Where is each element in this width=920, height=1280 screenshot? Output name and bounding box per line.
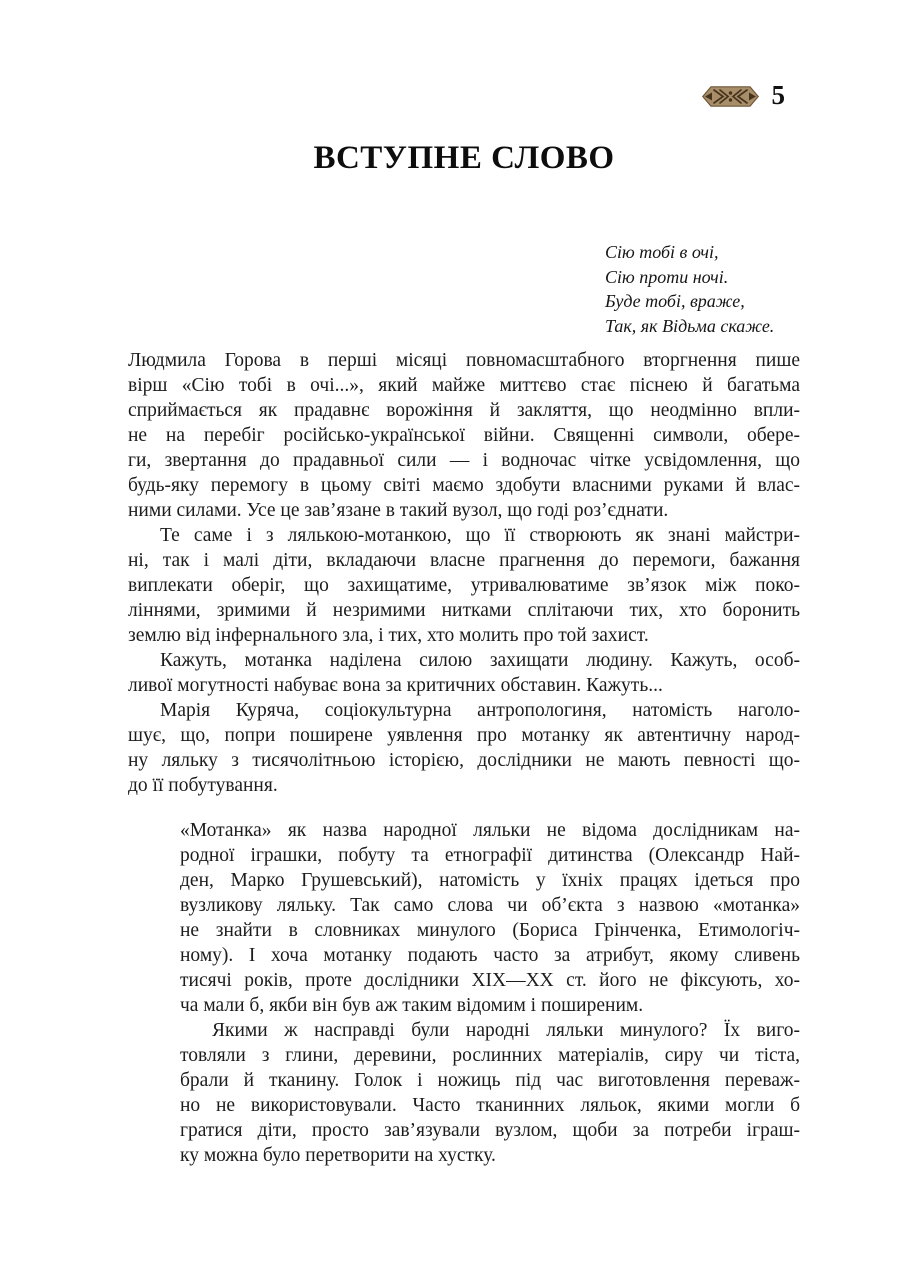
text-line: ги, звертання до прадавньої сили — і водночас чітке усвідомлення, що — [128, 450, 800, 471]
epigraph-line: Так, як Відьма скаже. — [605, 315, 775, 336]
text-line: «Мотанка» як назва народної ляльки не відома дослідникам на- — [180, 820, 800, 841]
text-line: Те саме і з лялькою-мотанкою, що її створюють як знані майстри- — [160, 525, 800, 546]
text-line: сприймається як прадавнє ворожіння й закляття, що неодмінно впли- — [128, 400, 800, 421]
text-line: брали й тканину. Голок і ножиць під час виготовлення переваж- — [180, 1070, 800, 1091]
text-line: Якими ж насправді були народні ляльки минулого? Їх виго- — [212, 1020, 800, 1041]
text-line: гратися діти, просто зав’язували вузлом, щоби за потреби іграш- — [180, 1120, 800, 1141]
text-line: виплекати оберіг, що захищатиме, утривалюватиме зв’язок між поко- — [128, 575, 800, 596]
text-line: ному). І хоча мотанку подають часто за атрибут, якому сливень — [180, 945, 800, 966]
text-line: ку можна було перетворити на хустку. — [180, 1145, 496, 1166]
epigraph-line: Сію тобі в очі, — [605, 242, 719, 262]
text-line: будь-яку перемогу в цьому світі маємо здобути власними руками й влас- — [128, 475, 800, 496]
folio-header — [702, 80, 786, 110]
text-line: родної іграшки, побуту та етнографії дитинства (Олександр Най- — [180, 845, 800, 866]
text-line: ден, Марко Грушевський), натомість у їхніх працях ідеться про — [180, 870, 800, 891]
paragraph — [180, 1018, 800, 1168]
text-line: не знайти в словниках минулого (Бориса Грінченка, Етимологіч- — [180, 920, 800, 941]
block-quote — [180, 818, 800, 1168]
text-line: вузликову ляльку. Так само слова чи об’єкта з назвою «мотанка» — [180, 895, 800, 916]
body-text — [128, 348, 800, 798]
text-line: но не використовували. Часто тканинних ляльок, якими могли б — [180, 1095, 800, 1116]
text-line: Кажуть, мотанка наділена силою захищати людину. Кажуть, особ- — [160, 650, 800, 671]
text-line: не на перебіг російсько-української війни. Священні символи, обере- — [128, 425, 800, 446]
paragraph — [128, 348, 800, 523]
chapter-title: ВСТУПНЕ СЛОВО — [313, 140, 615, 176]
text-line: тисячі років, проте дослідники XIX—XX ст. його не фіксують, хо- — [180, 970, 800, 991]
text-line: ливої могутності набуває вона за критичних обставин. Кажуть... — [128, 675, 663, 696]
paragraph — [128, 698, 800, 798]
ornament-divider-icon — [702, 86, 759, 107]
text-line: Марія Куряча, соціокультурна антропологиня, натомість наголо- — [160, 700, 800, 721]
text-line: до її побутування. — [128, 775, 278, 796]
text-line: Людмила Горова в перші місяці повномасштабного вторгнення пише — [128, 350, 800, 371]
ornament-dot-bottom — [728, 98, 731, 101]
text-line: ча мали б, якби він був аж таким відомим і поширеним. — [180, 995, 644, 1016]
epigraph — [605, 240, 774, 338]
ornament-dot-top — [728, 91, 731, 94]
epigraph-line: Сію проти ночі. — [605, 266, 729, 287]
text-line: вірш «Сію тобі в очі...», який майже миттєво стає піснею й багатьма — [128, 375, 800, 396]
epigraph-line: Буде тобі, враже, — [605, 291, 745, 311]
text-line: землю від інфернального зла, і тих, хто молить про той захист. — [128, 625, 649, 646]
text-line: ними силами. Усе це зав’язане в такий вузол, що годі роз’єднати. — [128, 500, 669, 521]
text-line: шує, що, попри поширене уявлення про мотанку як автентичну народ- — [128, 725, 800, 746]
paragraph — [128, 648, 800, 698]
text-line: товляли з глини, деревини, рослинних матеріалів, сиру чи тіста, — [180, 1045, 800, 1066]
paragraph — [180, 818, 800, 1018]
text-line: ліннями, зримими й незримими нитками сплітаючи тих, хто боронить — [128, 600, 800, 621]
text-line: ні, так і малі діти, вкладаючи власне прагнення до перемоги, бажання — [128, 550, 800, 571]
paragraph — [128, 523, 800, 648]
text-line: ну ляльку з тисячолітньою історією, дослідники не мають певності що- — [128, 750, 800, 771]
page-number: 5 — [771, 80, 785, 110]
